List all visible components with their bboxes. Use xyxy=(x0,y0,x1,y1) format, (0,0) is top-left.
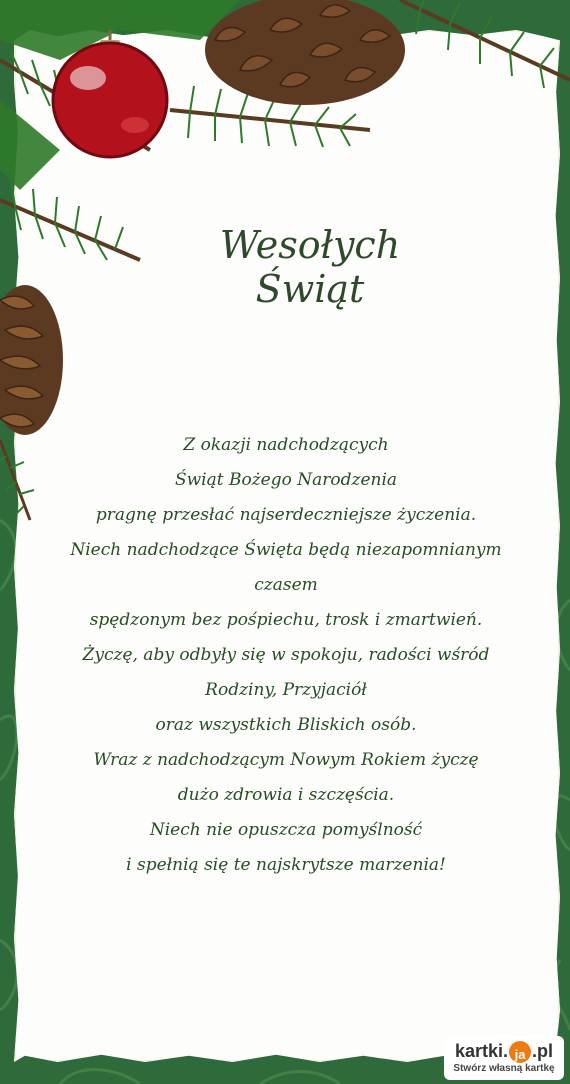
message-line: i spełnią się te najskrytsze marzenia! xyxy=(126,855,446,875)
brand-tagline: Stwórz własną kartkę xyxy=(453,1063,555,1075)
pine-cone-top-icon xyxy=(205,0,405,105)
ja-badge-icon xyxy=(509,1041,531,1063)
message-line: czasem xyxy=(254,575,318,595)
message-line: Wraz z nadchodzącym Nowym Rokiem życzę xyxy=(93,750,479,770)
message-line: spędzonym bez pośpiechu, trosk i zmartwień. xyxy=(89,610,483,630)
message-line: dużo zdrowia i szczęścia. xyxy=(177,785,395,805)
message-line: Niech nie opuszcza pomyślność xyxy=(149,820,423,840)
kartki-ja-logo-link[interactable] xyxy=(444,1036,564,1080)
brand-name-part1: kartki. xyxy=(454,1041,509,1061)
message-line: Rodziny, Przyjaciół xyxy=(205,680,367,700)
title-line-1: Wesołych xyxy=(219,223,401,267)
title-line-2: Świąt xyxy=(255,267,365,311)
brand-name xyxy=(444,1036,564,1063)
brand-name-part2: ja xyxy=(514,1047,526,1063)
pine-cone-left-icon xyxy=(0,285,63,435)
message-line: Z okazji nadchodzących xyxy=(183,435,389,455)
message-line: Świąt Bożego Narodzenia xyxy=(174,470,398,490)
message-line: oraz wszystkich Bliskich osób. xyxy=(155,715,417,735)
message-line: pragnę przesłać najserdeczniejsze życzenia. xyxy=(95,505,477,525)
message-line: Życzę, aby odbyły się w spokoju, radości wśród xyxy=(82,645,490,665)
message-line: Niech nadchodzące Święta będą niezapomnianym xyxy=(70,540,502,560)
greeting-message xyxy=(44,428,528,883)
brand-name-part3: .pl xyxy=(532,1041,554,1061)
